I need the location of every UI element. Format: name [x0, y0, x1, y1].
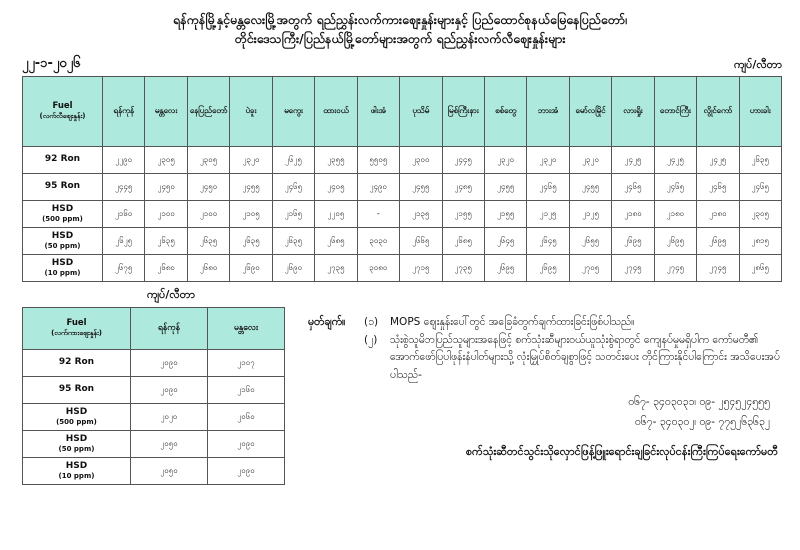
price-cell: ၂၆၃၅ [187, 227, 229, 254]
col-header-5: ထားဝယ် [315, 76, 357, 146]
wholesale-table-head [23, 307, 285, 349]
col-header-11: မော်လမြိုင် [569, 76, 611, 146]
price-cell: ၂၆၃၅ [272, 227, 314, 254]
row-fuel-label [23, 349, 131, 376]
fuel-spec: (500 ppm) [56, 418, 97, 426]
col-header-4: မကွေး [272, 76, 314, 146]
fuel-spec: (50 ppm) [44, 242, 81, 250]
small-table-unit-label: ကျပ်/လီတာ [147, 287, 195, 301]
price-cell: ၂၄၅၅ [569, 173, 611, 200]
price-cell: ၂၁၂၅ [527, 200, 569, 227]
price-cell: ၂၁၅၅ [484, 200, 526, 227]
price-cell: ၂၇၄၅ [612, 254, 654, 281]
price-cell: ၂၇၃၅ [315, 254, 357, 281]
price-cell: ၂၄၆၅ [612, 173, 654, 200]
price-cell: ၂၁၈၀ [697, 200, 739, 227]
fuel-name: HSD [65, 433, 88, 444]
note-number: (၁) [364, 315, 379, 328]
price-cell: ၂၈၁၅ [739, 227, 781, 254]
note-item [308, 332, 782, 386]
price-cell: ၂၃၂၀ [569, 146, 611, 173]
price-cell: ၂၄၆၅ [739, 173, 781, 200]
col-header-12: လားရှိုး [612, 76, 654, 146]
price-cell: ၂၃၀၀ [400, 146, 442, 173]
col-header-7: ပုသိမ် [400, 76, 442, 146]
col-header-1: မန္တလေး [145, 76, 187, 146]
fuel-spec: (10 ppm) [44, 269, 81, 277]
price-cell: ၂၄၂၅ [654, 146, 696, 173]
price-cell: ၂၃၀၅ [145, 146, 187, 173]
fuel-header-label: Fuel [52, 100, 73, 111]
price-cell: ၃၀၃၀ [357, 227, 399, 254]
price-cell: ၂၇၄၅ [654, 254, 696, 281]
price-cell: ၂၀၉၀ [131, 349, 208, 376]
price-cell: ၂၃၂၀ [484, 146, 526, 173]
issuing-organization: စက်သုံးဆီတင်သွင်းသိုလှောင်ဖြန့်ဖြူးရောင်းချခြင်းလုပ်ငန်းကြီးကြပ်ရေးကော်မတီ [465, 445, 778, 458]
note-text: MOPS ဈေးနှုန်းပေါ်တွင် အခြေခံတွက်ချက်ထားခြင်းဖြစ်ပါသည်။ [390, 315, 635, 328]
retail-price-table [22, 76, 782, 282]
price-cell: ၂၆၆၅ [400, 227, 442, 254]
price-cell: ၂၄၄၅ [103, 173, 145, 200]
price-cell: ၂၆၈၅ [442, 227, 484, 254]
price-cell: ၂၂၉၀ [103, 146, 145, 173]
contact-phone-list [308, 393, 782, 433]
table-row [23, 403, 285, 430]
price-cell: ၂၀၆၀ [208, 403, 285, 430]
row-fuel-label [23, 227, 103, 254]
fuel-column-header [23, 307, 131, 349]
lower-section [0, 288, 800, 485]
price-cell: ၂၆၅၅ [569, 227, 611, 254]
price-cell: ၂၄၅၅ [400, 173, 442, 200]
price-cell: ၂၁၀၀ [145, 200, 187, 227]
date-and-unit-row [0, 49, 800, 76]
price-cell: ၂၃၂၀ [230, 146, 272, 173]
price-cell: ၂၀၂၀ [131, 403, 208, 430]
price-cell: ၂၇၄၅ [697, 254, 739, 281]
fuel-column-header [23, 76, 103, 146]
wholesale-table-body [23, 349, 285, 484]
fuel-name: HSD [51, 203, 74, 214]
row-fuel-label [23, 457, 131, 484]
price-cell: ၂၀၅၀ [131, 430, 208, 457]
price-cell: ၂၆၄၅ [527, 227, 569, 254]
table-row [23, 200, 782, 227]
price-cell: ၂၃၂၀ [527, 146, 569, 173]
price-cell: ၂၆၉၀ [230, 254, 272, 281]
price-cell: ၂၁၈၀ [654, 200, 696, 227]
price-cell: ၂၀၉၀ [131, 376, 208, 403]
col-header-6: ဖါးအံ [357, 76, 399, 146]
notes-section [290, 288, 782, 462]
price-cell: ၂၆၂၅ [103, 227, 145, 254]
table-row [23, 457, 285, 484]
price-cell: ၂၆၈၀ [145, 254, 187, 281]
col-header-1: မန္တလေး [208, 307, 285, 349]
price-cell: ၂၄၆၅ [654, 173, 696, 200]
table-row [23, 227, 782, 254]
price-cell: ၂၄၄၅ [442, 146, 484, 173]
row-fuel-label [23, 146, 103, 173]
retail-table-body [23, 146, 782, 281]
fuel-name: HSD [65, 406, 88, 417]
table-row [23, 254, 782, 281]
price-cell: ၅၅၀၅ [357, 146, 399, 173]
price-cell: ၂၆၂၅ [272, 146, 314, 173]
price-cell: ၂၁၂၅ [569, 200, 611, 227]
fuel-header-sublabel: (လက်ကားဈေးနှုန်း) [51, 329, 102, 338]
price-cell: ၂၃၅၅ [315, 146, 357, 173]
price-cell: ၂၁၀၅ [230, 200, 272, 227]
price-cell: ၂၄၆၅ [697, 173, 739, 200]
col-header-3: ပဲခူး [230, 76, 272, 146]
price-cell: ၂၄၅၀ [187, 173, 229, 200]
price-cell: ၂၆၇၅ [103, 254, 145, 281]
price-cell: ၂၁၅၅ [442, 200, 484, 227]
price-cell: ၂၁၃၅ [400, 200, 442, 227]
price-cell: ၂၆၉၅ [654, 227, 696, 254]
col-header-15: ဟားခါး [739, 76, 781, 146]
price-cell: ၂၁၆၅ [272, 200, 314, 227]
price-cell: ၂၄၆၅ [272, 173, 314, 200]
row-fuel-label [23, 403, 131, 430]
table-row [23, 430, 285, 457]
price-cell: ၂၆၉၅ [697, 227, 739, 254]
price-cell: ၂၁၈၀ [612, 200, 654, 227]
price-cell: - [357, 200, 399, 227]
document-title-block [0, 0, 800, 49]
price-cell: ၂၄၅၅ [484, 173, 526, 200]
price-cell: ၂၆၉၅ [484, 254, 526, 281]
price-cell: ၂၄၀၅ [315, 173, 357, 200]
phone-line: ၀၆၇- ၃၄၀၃၀၃၁၊ ၀၉- ၂၅၄၅၂၄၅၅၅ [628, 396, 770, 409]
price-cell: ၂၆၉၅ [612, 227, 654, 254]
price-cell: ၂၆၈၅ [315, 227, 357, 254]
price-cell: ၂၆၃၅ [230, 227, 272, 254]
fuel-header-label: Fuel [66, 317, 87, 328]
price-cell: ၂၂၀၅ [315, 200, 357, 227]
price-cell: ၂၄၆၅ [527, 173, 569, 200]
price-cell: ၂၆၉၀ [272, 254, 314, 281]
fuel-name: 95 Ron [44, 181, 81, 192]
table-row [23, 376, 285, 403]
price-cell: ၂၇၃၅ [442, 254, 484, 281]
wholesale-price-table [22, 307, 285, 485]
row-fuel-label [23, 376, 131, 403]
price-cell: ၂၆၄၅ [484, 227, 526, 254]
row-fuel-label [23, 200, 103, 227]
price-cell: ၂၇၁၅ [400, 254, 442, 281]
row-fuel-label [23, 173, 103, 200]
main-table-wrap [0, 76, 800, 282]
price-cell: ၃၀၈၀ [357, 254, 399, 281]
phone-line: ၀၆၇- ၃၄၀၃၀၂၊ ၀၉- ၇၇၅၂၆၃၆၃၂ [634, 416, 770, 429]
price-cell: ၂၆၉၅ [527, 254, 569, 281]
price-cell: ၂၄၂၅ [697, 146, 739, 173]
col-header-13: တောင်ကြီး [654, 76, 696, 146]
price-cell: ၂၀၉၀ [208, 457, 285, 484]
price-cell: ၂၁၆၀ [103, 200, 145, 227]
retail-table-head [23, 76, 782, 146]
note-item [308, 314, 782, 332]
table-header-row [23, 307, 285, 349]
table-header-row [23, 76, 782, 146]
fuel-spec: (500 ppm) [42, 215, 83, 223]
notes-label: မှတ်ချက်။ [308, 315, 346, 328]
price-cell: ၂၀၅၀ [131, 457, 208, 484]
note-text: သုံးစွဲသူမိဘပြည်သူများအနေဖြင့် စက်သုံးဆီများဝယ်ယူသုံးစွဲရာတွင် ကျေနပ်မှုမရှိပါက ကော်မတီ၏ အောက်ဖော်ပြပါဖုန်းနံပါတ်များသို့ လုံးမြှုပ်စိတ်ချစွာဖြင့် သတင်းပေး တိုင်ကြားနိုင်ပါကြောင်း အသိပေးအပ်ပါသည်- [390, 333, 780, 382]
price-cell: ၂၁၀၇ [208, 349, 285, 376]
wholesale-section [22, 288, 290, 485]
fuel-name: HSD [65, 460, 88, 471]
price-cell: ၂၃၀၅ [739, 200, 781, 227]
table-row [23, 146, 782, 173]
col-header-0: ရန်ကုန် [103, 76, 145, 146]
price-cell: ၂၁၆၀ [208, 376, 285, 403]
page-title-line-2: တိုင်းဒေသကြီး/ပြည်နယ်မြို့တော်များအတွက် ရည်ညွှန်းလက်လီဈေးနှုန်းများ [234, 31, 566, 47]
row-fuel-label [23, 430, 131, 457]
price-cell: ၂၄၅၅ [230, 173, 272, 200]
fuel-header-sublabel: (လက်လီဈေးနှုန်း) [39, 112, 86, 121]
fuel-spec: (10 ppm) [58, 472, 95, 480]
col-header-8: မြစ်ကြီးနား [442, 76, 484, 146]
fuel-name: 92 Ron [58, 357, 95, 368]
price-cell: ၂၆၈၀ [187, 254, 229, 281]
col-header-14: လွိုင်ကော် [697, 76, 739, 146]
price-cell: ၂၄၈၅ [442, 173, 484, 200]
fuel-name: 95 Ron [58, 384, 95, 395]
price-cell: ၂၄၉၀ [357, 173, 399, 200]
publication-date: ၂၂-၁-၂၀၂၆ [22, 55, 81, 71]
col-header-10: ဘားအံ [527, 76, 569, 146]
table-row [23, 349, 285, 376]
price-cell: ၂၈၆၅ [739, 254, 781, 281]
fuel-name: HSD [51, 230, 74, 241]
price-cell: ၂၀၉၀ [208, 430, 285, 457]
price-cell: ၂၇၀၅ [569, 254, 611, 281]
price-cell: ၂၄၂၅ [612, 146, 654, 173]
page-title-line-1: ရန်ကုန်မြို့နှင့်မန္တလေးမြို့အတွက် ရည်ညွှန်းလက်ကားဈေးနှုန်းများနှင့် ပြည်ထောင်စုနယ်မြေနေပြည်တော်၊ [173, 12, 627, 27]
row-fuel-label [23, 254, 103, 281]
price-cell: ၂၆၃၅ [739, 146, 781, 173]
price-cell: ၂၆၃၅ [145, 227, 187, 254]
table-row [23, 173, 782, 200]
fuel-name: 92 Ron [44, 154, 81, 165]
col-header-0: ရန်ကုန် [131, 307, 208, 349]
main-table-unit-label: ကျပ်/လီတာ [734, 57, 782, 71]
price-cell: ၂၃၀၅ [187, 146, 229, 173]
col-header-9: စစ်တွေ [484, 76, 526, 146]
price-cell: ၂၄၅၀ [145, 173, 187, 200]
col-header-2: နေပြည်တော် [187, 76, 229, 146]
fuel-spec: (50 ppm) [58, 445, 95, 453]
fuel-name: HSD [51, 257, 74, 268]
price-cell: ၂၁၀၀ [187, 200, 229, 227]
note-number: (၂) [364, 333, 378, 346]
